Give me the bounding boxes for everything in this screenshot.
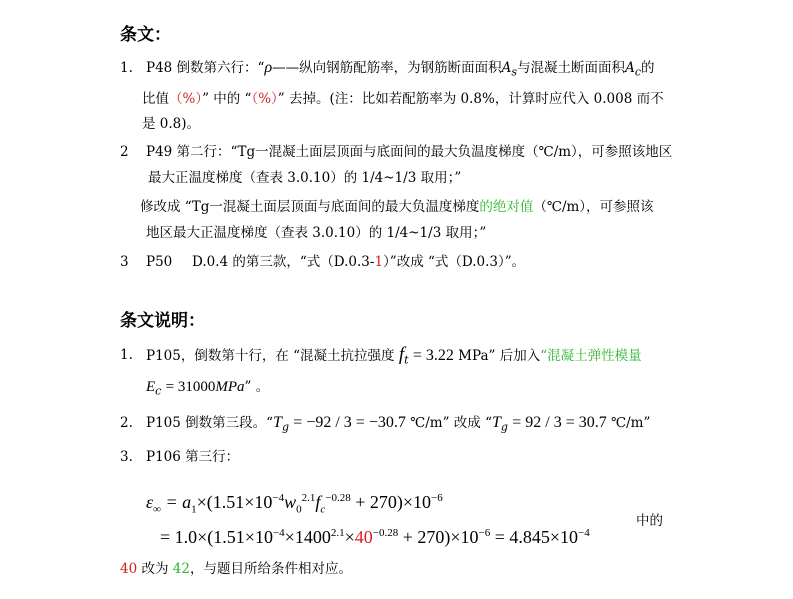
final-correction-line xyxy=(120,560,352,578)
item-2-line-2: 最大正温度梯度（查表 3.0.10）的 1/4~1/3 取用；” xyxy=(148,170,462,186)
item-number: 2 xyxy=(120,144,129,160)
item-number: 3. xyxy=(120,449,133,465)
text-span: （℃/m），可参照该 xyxy=(533,199,654,215)
ec-unit: MPa xyxy=(215,379,245,395)
item-number: 3 xyxy=(120,254,129,270)
explanation-1-line-1 xyxy=(146,346,642,370)
eq-term: w xyxy=(284,492,297,512)
eq-term: + 270)×10 xyxy=(355,492,432,512)
ac-subscript: c xyxy=(634,65,641,79)
eq-term: = 4.845×10 xyxy=(494,527,579,547)
eq-superscript: −4 xyxy=(272,492,285,504)
epsilon-symbol: ε xyxy=(146,492,154,512)
text-span: ℃/m” xyxy=(611,415,651,431)
absolute-value-highlight: 的绝对值 xyxy=(479,199,534,215)
page-reference: P50 xyxy=(146,254,173,270)
percent-highlight: （%） xyxy=(169,91,203,107)
tg-old-value: = −92 / 3 = −30.7 xyxy=(293,414,406,431)
text-span: ，与题目所给条件相对应。 xyxy=(189,561,352,577)
text-span: D.0.4 的第三款，“式（D.0.3- xyxy=(192,254,375,270)
eq-superscript: −6 xyxy=(431,492,443,504)
tg-new-value: = 92 / 3 = 30.7 xyxy=(512,414,607,431)
item-number: 2. xyxy=(120,415,133,431)
eq-term: + 270)×10 xyxy=(402,527,479,547)
eq-superscript: 2.1 xyxy=(330,527,345,539)
text-span: 比值 xyxy=(142,91,169,107)
item-2-line-4: 地区最大正温度梯度（查表 3.0.10）的 1/4~1/3 取用；” xyxy=(146,225,487,241)
ec-value: = 31000 xyxy=(165,379,216,395)
text-span: ——纵向钢筋配筋率，为钢筋断面面积 xyxy=(272,60,502,76)
tg-symbol: T xyxy=(491,414,501,431)
eq-term: = 1.0×(1.51×10 xyxy=(160,527,273,547)
rho-symbol: ρ xyxy=(264,59,273,76)
eq-superscript: −4 xyxy=(578,527,590,539)
old-value-40: 40 xyxy=(120,561,138,577)
eq-superscript: −4 xyxy=(272,527,285,539)
ec-subscript: c xyxy=(155,384,162,398)
eq-term: × xyxy=(344,527,355,547)
ft-value: = 3.22 xyxy=(412,347,454,364)
item-3-text xyxy=(192,253,525,271)
value-40-highlight: 40 xyxy=(354,527,373,547)
text-span: P48 倒数第六行：“ xyxy=(146,60,265,76)
ft-subscript: t xyxy=(404,353,409,367)
ec-symbol: E xyxy=(146,379,156,395)
text-span: 与混凝土断面面积 xyxy=(517,60,626,76)
text-span: ” 中的 “ xyxy=(202,91,252,107)
infinity-subscript: ∞ xyxy=(153,503,161,516)
eq-term: f xyxy=(315,492,321,512)
tg-subscript: g xyxy=(500,420,508,434)
section-heading-clauses: 条文： xyxy=(120,25,171,45)
text-span: MPa” 后加入 xyxy=(458,348,541,364)
text-span: ” 。 xyxy=(244,379,270,395)
section-heading-explanation: 条文说明： xyxy=(120,311,205,331)
explanation-1-line-2 xyxy=(146,378,269,401)
eq-term: ×(1.51×10 xyxy=(196,492,273,512)
item-2-line-3 xyxy=(140,198,654,216)
eq-superscript: −0.28 xyxy=(372,527,399,539)
item-1-line-2 xyxy=(142,90,664,108)
text-span: 修改成 “Tg一混凝土面层顶面与底面间的最大负温度梯度 xyxy=(140,199,480,215)
explanation-2-text xyxy=(146,414,650,437)
item-number: 1. xyxy=(120,347,133,363)
tg-subscript: g xyxy=(281,420,289,434)
eq-subscript: c xyxy=(320,503,326,516)
item-2-line-1: P49 第二行：“Tg一混凝土面层顶面与底面间的最大负温度梯度（℃/m），可参照该地区 xyxy=(146,144,673,160)
new-value-42: 42 xyxy=(172,561,190,577)
equation-line-1 xyxy=(146,486,443,522)
formula-number-highlight: 1 xyxy=(374,254,384,270)
text-span: 改为 xyxy=(137,561,173,577)
item-1-line-3: 是 0.8)。 xyxy=(142,116,201,132)
text-span: ” 去掉。(注：比如若配筋率为 0.8%，计算时应代入 0.008 而不 xyxy=(277,91,664,107)
item-1-line-1 xyxy=(146,59,654,82)
item-number: 1. xyxy=(120,60,133,76)
eq-term: = a xyxy=(165,492,192,512)
eq-superscript: 2.1 xyxy=(301,492,316,504)
elastic-modulus-highlight: “混凝土弹性模量 xyxy=(540,348,642,364)
text-span: P105 倒数第三段。“ xyxy=(146,415,274,431)
text-span: ）”改成 “式（D.0.3）”。 xyxy=(383,254,526,270)
text-span: ℃/m” 改成 “ xyxy=(410,415,492,431)
as-symbol: A xyxy=(501,60,512,76)
ft-symbol: f xyxy=(398,344,405,365)
eq-subscript: 1 xyxy=(191,503,197,516)
eq-superscript: −6 xyxy=(478,527,491,539)
as-subscript: s xyxy=(511,65,518,79)
eq-subscript: 0 xyxy=(296,503,302,516)
equation-line-2 xyxy=(160,521,590,549)
text-span: 的 xyxy=(640,60,655,76)
ac-symbol: A xyxy=(625,60,635,76)
explanation-3-text: P106 第三行： xyxy=(146,449,240,465)
eq-term: ×1400 xyxy=(284,527,331,547)
percent-highlight: （%） xyxy=(251,91,278,107)
tg-symbol: T xyxy=(273,414,282,431)
equation-tail-text: 中的 xyxy=(636,513,663,529)
text-span: P105，倒数第十行，在 “混凝土抗拉强度 xyxy=(146,348,395,364)
eq-superscript: −0.28 xyxy=(325,492,351,504)
